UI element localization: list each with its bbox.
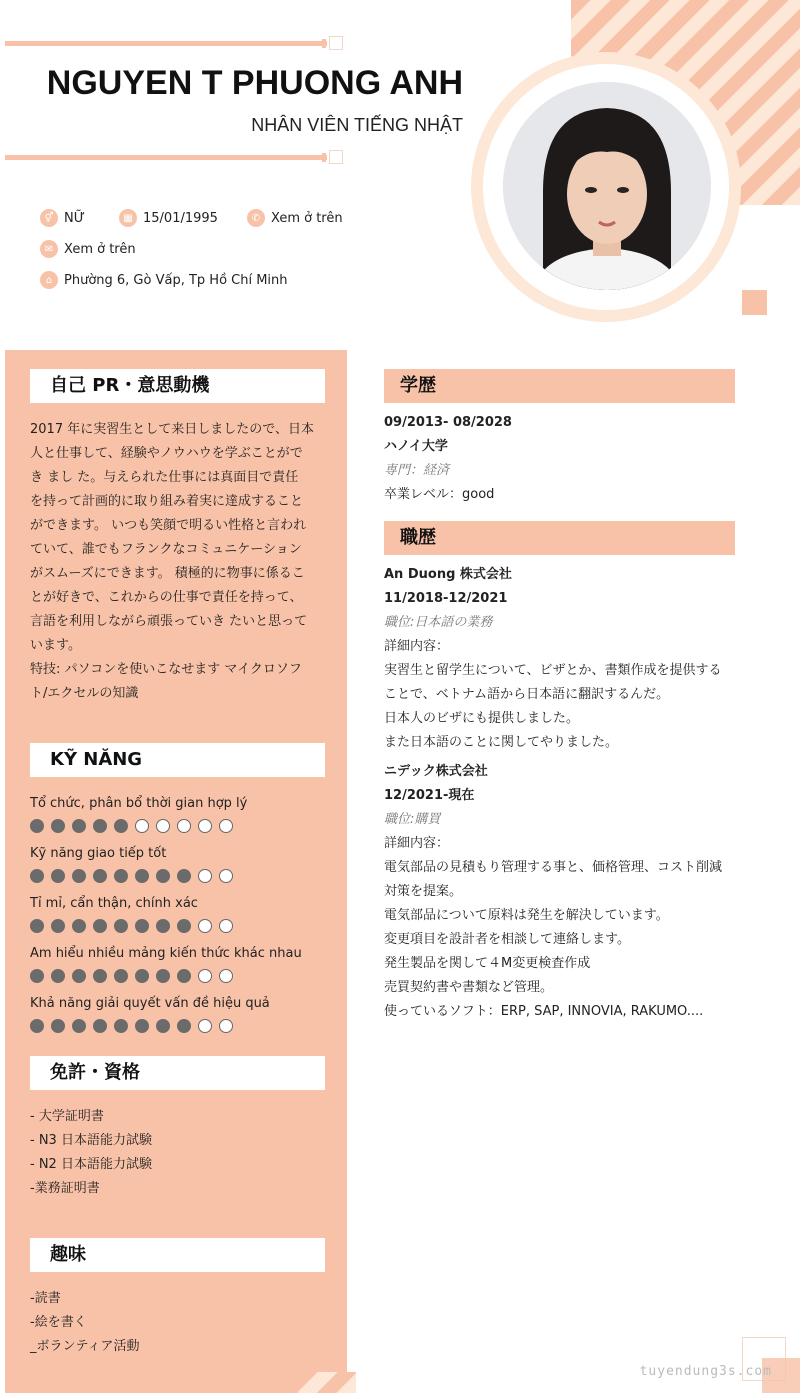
rating-dot-empty	[156, 819, 170, 833]
rating-dot-filled	[177, 919, 191, 933]
job-period: 11/2018-12/2021	[384, 591, 508, 606]
rating-dot-empty	[219, 969, 233, 983]
job-position: 職位:日本語の業務	[384, 615, 493, 630]
rating-dot-filled	[135, 1019, 149, 1033]
skill-rating	[30, 869, 233, 883]
education-grade: 卒業レベル：good	[384, 487, 495, 502]
skill-name: Kỹ năng giao tiếp tốt	[30, 846, 167, 861]
pr-text: 2017 年に実習生として来日しましたので、日本 人と仕事して、経験やノウハウを学ぶことがで き まし た。与えられた仕事には真面目で責任 を持って計画的に取り組み着実に達成すること ができます。 いつも笑顔で明るい性格と言われ ていて、誰でもフランクなコミュニケーション がスムーズにできます。 積極的に物事に係るこ とが好きで、これからの仕事で責任を持って、 言語を利用しながら頑張っていき たいと思って います。 特技: パソコンを使いこなせます マイクロソフ ト/エクセルの知識	[30, 422, 314, 701]
small-square-deco	[742, 290, 767, 315]
rating-dot-filled	[135, 869, 149, 883]
skill-rating	[30, 919, 233, 933]
phone-text: Xem ở trên	[271, 210, 343, 226]
rating-dot-filled	[114, 869, 128, 883]
rating-dot-filled	[135, 969, 149, 983]
rating-dot-filled	[30, 1019, 44, 1033]
skills-heading: KỸ NĂNG	[30, 743, 325, 777]
rating-dot-empty	[219, 819, 233, 833]
rating-dot-filled	[114, 919, 128, 933]
career-heading: 職歴	[384, 521, 735, 555]
job-details: 詳細内容： 実習生と留学生について、ビザとか、書類作成を提供する ことで、ベトナム語から日本語に翻訳するんだ。 日本人のビザにも提供しました。 また日本語のことに関してやりました。	[384, 639, 722, 750]
watermark: tuyendung3s.com	[639, 1364, 772, 1379]
bottom-stripes	[298, 1372, 356, 1393]
job-details: 詳細内容： 電気部品の見積もり管理する事と、価格管理、コスト削減 対策を提案。 電気部品について原料は発生を解決しています。 変更項目を設計者を相談して連絡します。 発生製品を関して４M変更検査作成 売買契約書や書類など管理。 使っているソフト：ERP, SAP, INNOVIA, RAKUMO....	[384, 836, 723, 1019]
rating-dot-filled	[51, 969, 65, 983]
hobbies-heading: 趣味	[30, 1238, 325, 1272]
rating-dot-empty	[198, 869, 212, 883]
header-line-top-end	[329, 36, 343, 50]
job-title: NHÂN VIÊN TIẾNG NHẬT	[251, 115, 463, 135]
rating-dot-filled	[51, 1019, 65, 1033]
skill-rating	[30, 1019, 233, 1033]
rating-dot-filled	[30, 819, 44, 833]
rating-dot-filled	[51, 919, 65, 933]
license-item: - N2 日本語能力試験	[30, 1157, 152, 1172]
calendar-icon: ▦	[119, 209, 137, 227]
rating-dot-filled	[72, 969, 86, 983]
rating-dot-filled	[114, 819, 128, 833]
education-period: 09/2013- 08/2028	[384, 415, 512, 430]
hobby-item: _ボランティア活動	[30, 1339, 140, 1354]
gender-text: NỮ	[64, 210, 85, 226]
rating-dot-filled	[156, 969, 170, 983]
contact-birthday	[119, 209, 218, 227]
rating-dot-filled	[114, 1019, 128, 1033]
rating-dot-filled	[114, 969, 128, 983]
hobby-item: -絵を書く	[30, 1315, 87, 1330]
rating-dot-empty	[219, 869, 233, 883]
rating-dot-filled	[72, 1019, 86, 1033]
header-line-bottom-end	[329, 150, 343, 164]
birthday-text: 15/01/1995	[143, 210, 218, 226]
rating-dot-filled	[93, 919, 107, 933]
header-line-top	[5, 41, 327, 46]
education-heading: 学歴	[384, 369, 735, 403]
skill-rating	[30, 969, 233, 983]
rating-dot-filled	[93, 1019, 107, 1033]
licenses-heading: 免許・資格	[30, 1056, 325, 1090]
skill-name: Khả năng giải quyết vấn đề hiệu quả	[30, 996, 270, 1011]
skill-name: Tổ chức, phân bổ thời gian hợp lý	[30, 796, 248, 811]
education-major: 専門：経済	[384, 463, 450, 478]
home-icon: ⌂	[40, 271, 58, 289]
rating-dot-filled	[93, 819, 107, 833]
rating-dot-filled	[93, 969, 107, 983]
rating-dot-filled	[135, 919, 149, 933]
rating-dot-filled	[156, 869, 170, 883]
email-text: Xem ở trên	[64, 241, 136, 257]
rating-dot-empty	[177, 819, 191, 833]
email-icon: ✉	[40, 240, 58, 258]
address-text: Phường 6, Gò Vấp, Tp Hồ Chí Minh	[64, 272, 288, 288]
rating-dot-filled	[177, 969, 191, 983]
job-period: 12/2021-現在	[384, 788, 475, 803]
rating-dot-filled	[93, 869, 107, 883]
rating-dot-filled	[156, 1019, 170, 1033]
header-line-bottom	[5, 155, 327, 160]
rating-dot-empty	[198, 819, 212, 833]
profile-photo	[503, 82, 711, 290]
pr-heading: 自己 PR・意思動機	[30, 369, 325, 403]
rating-dot-filled	[72, 919, 86, 933]
hobbies-list	[30, 1287, 335, 1359]
rating-dot-empty	[198, 1019, 212, 1033]
rating-dot-empty	[198, 919, 212, 933]
skill-name: Am hiểu nhiều mảng kiến thức khác nhau	[30, 946, 302, 961]
contact-email	[40, 240, 136, 258]
rating-dot-filled	[51, 819, 65, 833]
rating-dot-empty	[198, 969, 212, 983]
contact-phone	[247, 209, 343, 227]
rating-dot-empty	[219, 1019, 233, 1033]
skill-rating	[30, 819, 233, 833]
job-position: 職位:購買	[384, 812, 441, 827]
gender-icon: ⚥	[40, 209, 58, 227]
rating-dot-filled	[156, 919, 170, 933]
rating-dot-filled	[177, 869, 191, 883]
rating-dot-filled	[30, 969, 44, 983]
rating-dot-filled	[72, 819, 86, 833]
education-school: ハノイ大学	[384, 439, 448, 454]
rating-dot-empty	[219, 919, 233, 933]
license-item: -業務証明書	[30, 1181, 100, 1196]
phone-icon: ✆	[247, 209, 265, 227]
licenses-list	[30, 1105, 335, 1201]
skill-name: Tỉ mỉ, cẩn thận, chính xác	[30, 896, 198, 911]
rating-dot-filled	[177, 1019, 191, 1033]
rating-dot-filled	[30, 869, 44, 883]
candidate-name: NGUYEN T PHUONG ANH	[46, 64, 463, 102]
rating-dot-filled	[72, 869, 86, 883]
rating-dot-empty	[135, 819, 149, 833]
rating-dot-filled	[30, 919, 44, 933]
license-item: - N3 日本語能力試験	[30, 1133, 152, 1148]
license-item: - 大学証明書	[30, 1109, 104, 1124]
hobby-item: -読書	[30, 1291, 61, 1306]
contact-address	[40, 271, 288, 289]
rating-dot-filled	[51, 869, 65, 883]
job-company: An Duong 株式会社	[384, 567, 512, 582]
contact-gender	[40, 209, 85, 227]
job-company: ニデック株式会社	[384, 764, 488, 779]
